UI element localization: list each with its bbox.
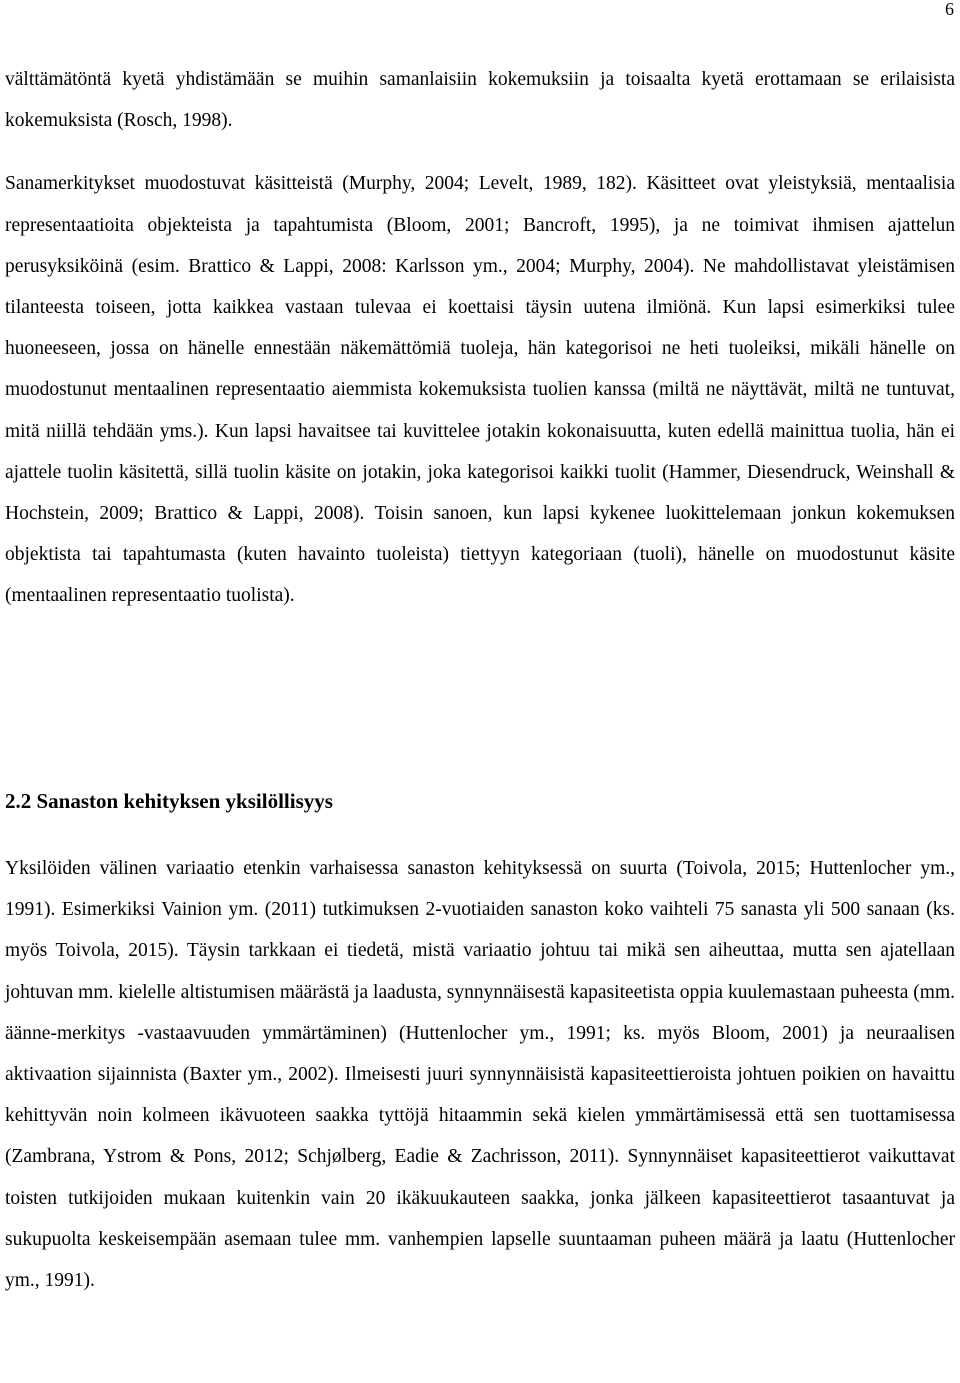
page-number: 6 bbox=[945, 0, 954, 19]
section-heading: 2.2 Sanaston kehityksen yksilöllisyys bbox=[5, 789, 333, 813]
paragraph-3: Yksilöiden välinen variaatio etenkin varhaisessa sanaston kehityksessä on suurta (Toivola, 2015; Huttenlocher ym., 1991). Esimerkiksi Vainion ym. (2011) tutkimuksen 2-vuotiaiden sanaston koko vaihteli 75 sanasta yli 500 sanaan (ks. myös Toivola, 2015). Täysin tarkkaan ei tiedetä, mistä variaatio johtuu tai mikä sen aiheuttaa, mutta sen ajatellaan johtuvan mm. kielelle altistumisen määrästä ja laadusta, synnynnäisestä kapasiteetista oppia kuulemastaan puheesta (mm. äänne-merkitys -vastaavuuden ymmärtäminen) (Huttenlocher ym., 1991; ks. myös Bloom, 2001) ja neuraalisen aktivaation sijainnista (Baxter ym., 2002). Ilmeisesti juuri synnynnäisistä kapasiteettieroista johtuen poikien on havaittu kehittyvän noin kolmeen ikävuoteen saakka tyttöjä hitaammin sekä kielen ymmärtämisessä että sen tuottamisessa (Zambrana, Ystrom & Pons, 2012; Schjølberg, Eadie & Zachrisson, 2011). Synnynnäiset kapasiteettierot vaikuttavat toisten tutkijoiden mukaan kuitenkin vain 20 ikäkuukauteen saakka, jonka jälkeen kapasiteettierot tasaantuvat ja sukupuolta keskeisempään asemaan tulee mm. vanhempien lapselle suuntaaman puheen määrä ja laatu (Huttenlocher ym., 1991). bbox=[5, 858, 955, 1292]
paragraph-1: välttämätöntä kyetä yhdistämään se muihin samanlaisiin kokemuksiin ja toisaalta kyetä erottamaan se erilaisista kokemuksista (Rosch, 1998). bbox=[5, 69, 955, 132]
document-body bbox=[5, 59, 955, 1292]
paragraph-2: Sanamerkitykset muodostuvat käsitteistä (Murphy, 2004; Levelt, 1989, 182). Käsitteet ovat yleistyksiä, mentaalisia representaatioita objekteista ja tapahtumista (Bloom, 2001; Bancroft, 1995), ja ne toimivat ihmisen ajattelun perusyksiköinä (esim. Brattico & Lappi, 2008: Karlsson ym., 2004; Murphy, 2004). Ne mahdollistavat yleistämisen tilanteesta toiseen, jotta kaikkea vastaan tulevaa ei koettaisi täysin uutena ilmiönä. Kun lapsi esimerkiksi tulee huoneeseen, jossa on hänelle ennestään näkemättömiä tuoleja, hän kategorisoi ne heti tuoleiksi, mikäli hänelle on muodostunut mentaalinen representaatio aiemmista kokemuksista tuolien kanssa (miltä ne näyttävät, miltä ne tuntuvat, mitä niillä tehdään yms.). Kun lapsi havaitsee tai kuvittelee jotakin kokonaisuutta, kuten edellä mainittua tuolia, hän ei ajattele tuolin käsitettä, sillä tuolin käsite on jotakin, joka kategorisoi kaikki tuolit (Hammer, Diesendruck, Weinshall & Hochstein, 2009; Brattico & Lappi, 2008). Toisin sanoen, kun lapsi kykenee luokittelemaan jonkun kokemuksen objektista tai tapahtumasta (kuten havainto tuoleista) tiettyyn kategoriaan (tuoli), hänelle on muodostunut käsite (mentaalinen representaatio tuolista). bbox=[5, 173, 955, 607]
